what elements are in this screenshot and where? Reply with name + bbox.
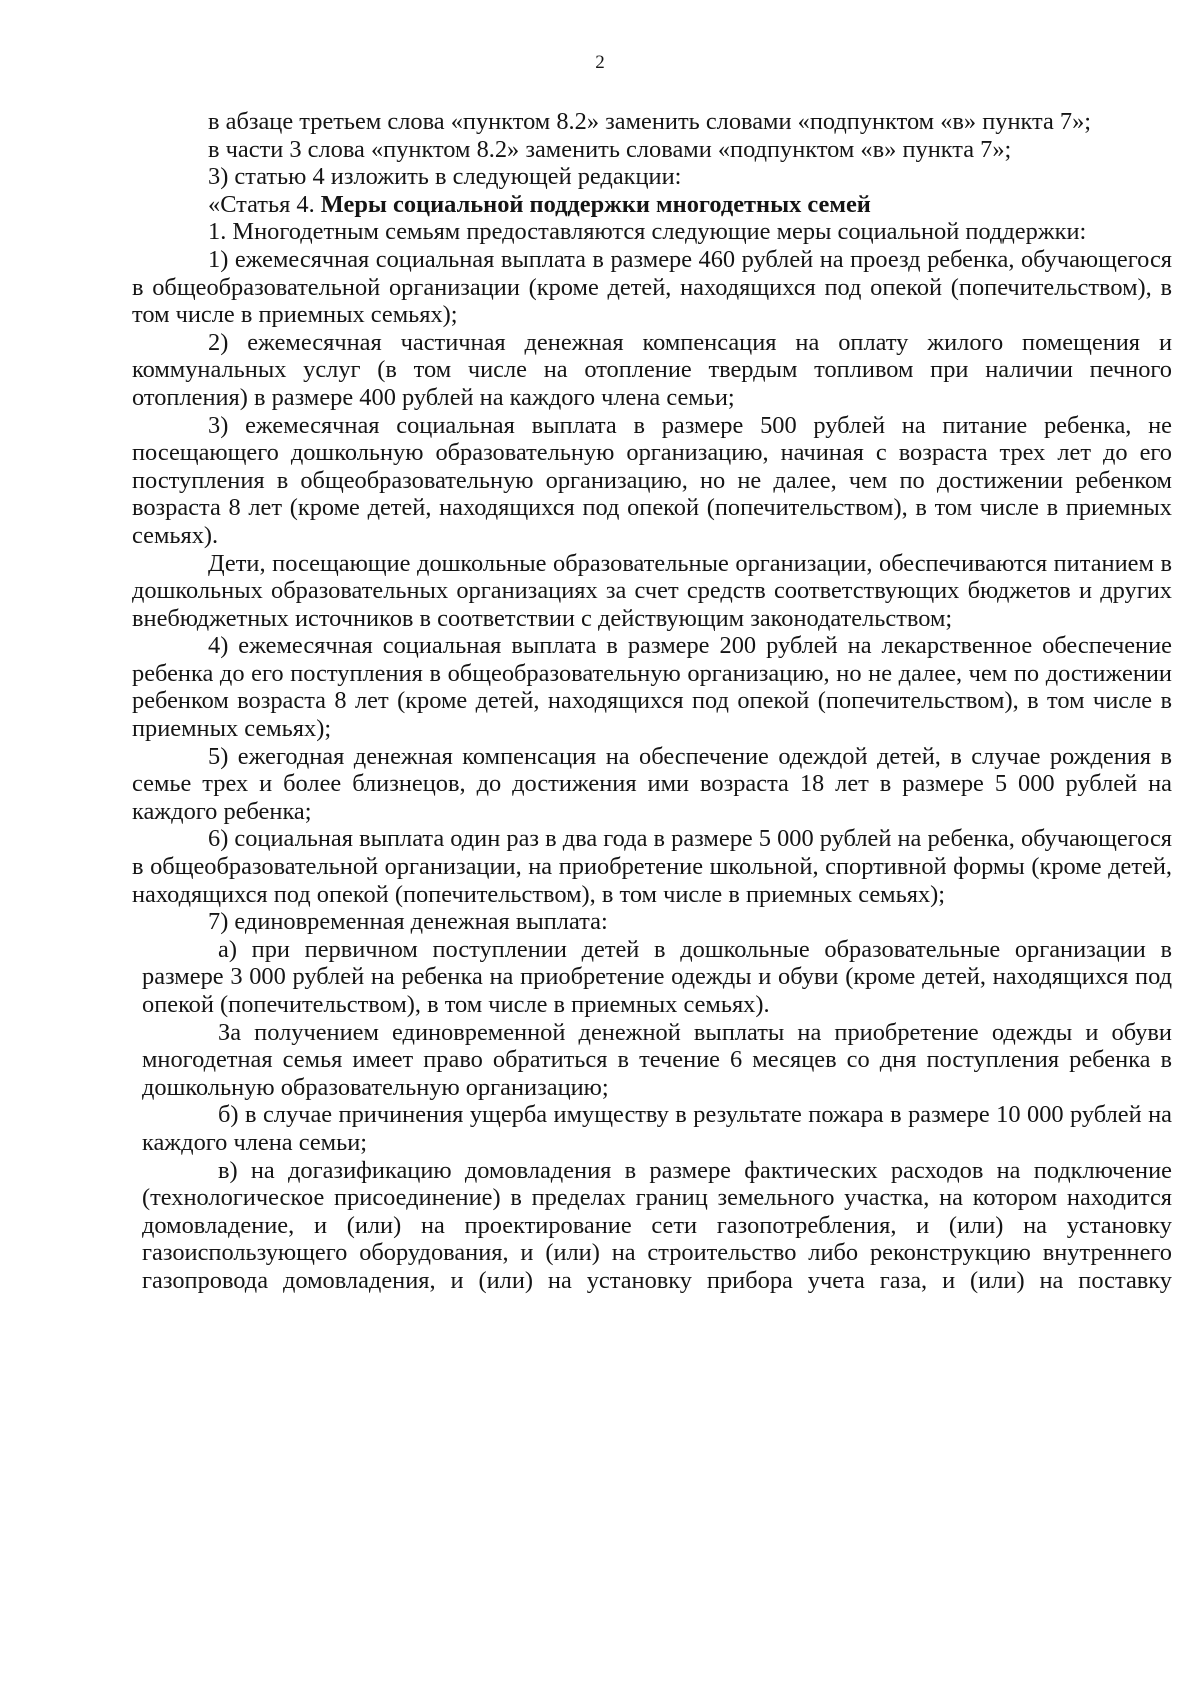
article-heading-prefix: «Статья 4. — [208, 190, 321, 218]
article-heading — [132, 191, 1172, 219]
paragraph-2: в части 3 слова «пунктом 8.2» заменить словами «подпунктом «в» пункта 7»; — [208, 135, 1012, 163]
paragraph-5: 1) ежемесячная социальная выплата в размере 460 рублей на проезд ребенка, обучающегося в общеобразовательной организации (кроме детей, находящихся под опекой (попечительством), в том числе в приемных семьях); — [132, 245, 1172, 329]
paragraph-10: 5) ежегодная денежная компенсация на обеспечение одеждой детей, в случае рождения в семье трех и более близнецов, до достижения ими возраста 18 лет в размере 5 000 рублей на каждого ребенка; — [132, 742, 1172, 825]
paragraph-11: 6) социальная выплата один раз в два года в размере 5 000 рублей на ребенка, обучающегося в общеобразовательной организации, на приобретение школьной, спортивной формы (кроме детей, находящихся под опекой (попечительством), в том числе в приемных семьях); — [132, 825, 1172, 908]
paragraph-12: 7) единовременная денежная выплата: — [208, 908, 608, 936]
paragraph-6: 2) ежемесячная частичная денежная компенсация на оплату жилого помещения и коммунальных услуг (в том числе на отопление твердым топливом при наличии печного отопления) в размере 400 рублей на каждого члена семьи; — [132, 328, 1172, 411]
paragraph-4: 1. Многодетным семьям предоставляются следующие меры социальной поддержки: — [208, 218, 1087, 246]
paragraph-16: в) на догазификацию домовладения в размере фактических расходов на подключение (технологическое присоединение) в пределах границ земельного участка, на котором находится домовладение, и (или) на проектирование сети газопотребления, и (или) на установку газоиспользующего оборудования, и (или) на строительство либо реконструкцию внутреннего газопровода домовладения, и (или) на установку прибора учета газа, и (или) на поставку — [142, 1156, 1172, 1294]
paragraph-3: 3) статью 4 изложить в следующей редакции: — [208, 163, 682, 191]
paragraph-7: 3) ежемесячная социальная выплата в размере 500 рублей на питание ребенка, не посещающего дошкольную образовательную организацию, начиная с возраста трех лет до его поступления в общеобразовательную организацию, но не далее, чем по достижении ребенком возраста 8 лет (кроме детей, находящихся под опекой (попечительством), в том числе в приемных семьях). — [132, 411, 1172, 549]
paragraph-13: а) при первичном поступлении детей в дошкольные образовательные организации в размере 3 000 рублей на ребенка на приобретение одежды и обуви (кроме детей, находящихся под опекой (попечительством), в том числе в приемных семьях). — [142, 935, 1172, 1018]
paragraph-14: За получением единовременной денежной выплаты на приобретение одежды и обуви многодетная семья имеет право обратиться в течение 6 месяцев со дня поступления ребенка в дошкольную образовательную организацию; — [142, 1018, 1172, 1101]
paragraph-1: в абзаце третьем слова «пунктом 8.2» заменить словами «подпунктом «в» пункта 7»; — [208, 108, 1092, 135]
paragraph-8: Дети, посещающие дошкольные образовательные организации, обеспечиваются питанием в дошкольных образовательных организациях за счет средств соответствующих бюджетов и других внебюджетных источников в соответствии с действующим законодательством; — [132, 549, 1172, 632]
paragraph-15: б) в случае причинения ущерба имуществу в результате пожара в размере 10 000 рублей на каждого члена семьи; — [142, 1101, 1172, 1156]
article-heading-title: Меры социальной поддержки многодетных семей — [320, 190, 871, 218]
paragraph-9: 4) ежемесячная социальная выплата в размере 200 рублей на лекарственное обеспечение ребенка до его поступления в общеобразовательную организацию, но не далее, чем по достижении ребенком возраста 8 лет (кроме детей, находящихся под опекой (попечительством), в том числе в приемных семьях); — [132, 632, 1172, 743]
document-body — [132, 108, 1172, 1295]
page-number: 2 — [595, 52, 605, 73]
